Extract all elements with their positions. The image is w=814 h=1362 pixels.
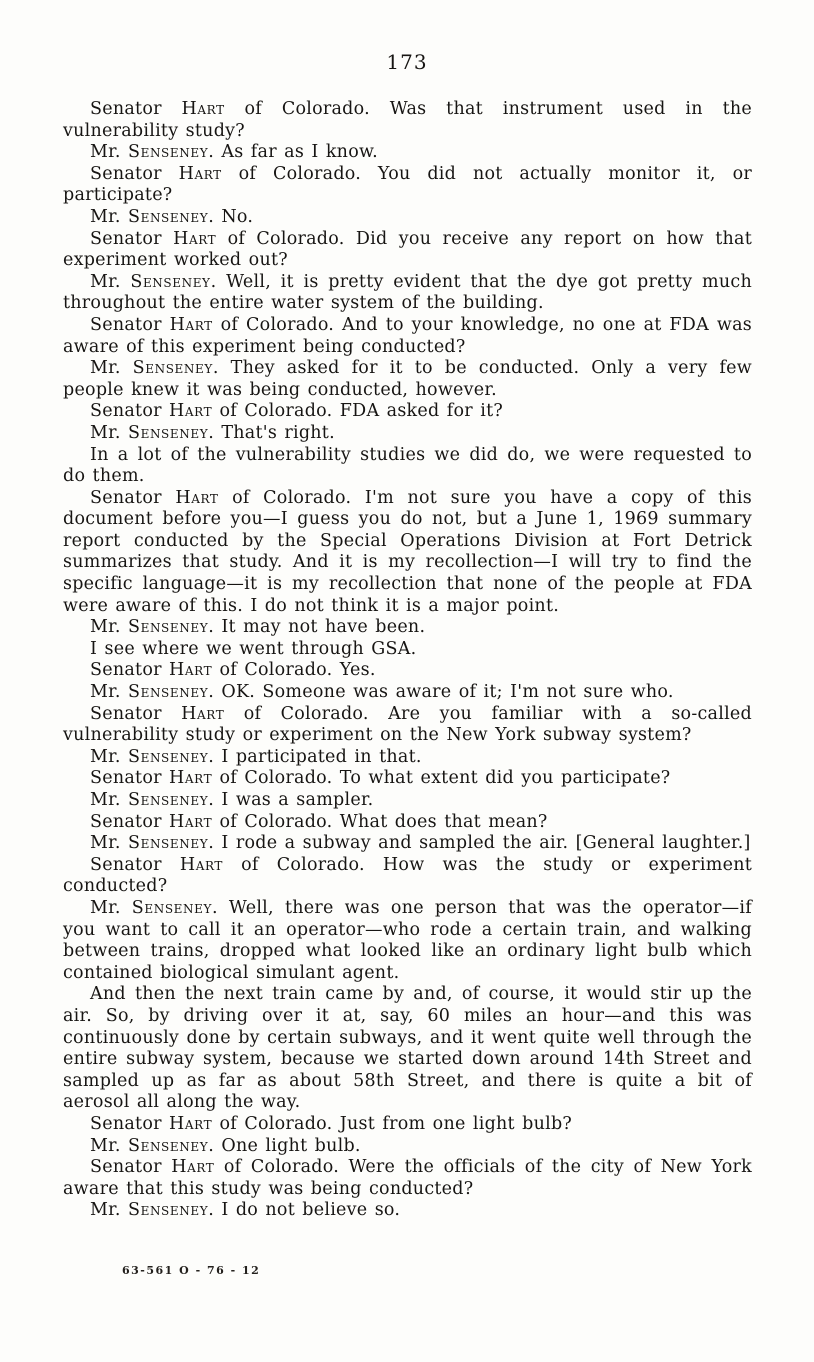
speaker-name: Hart <box>181 99 225 119</box>
transcript-paragraph: Mr. Senseney. As far as I know. <box>90 142 378 163</box>
speaker-name: Senseney <box>132 358 213 379</box>
speaker-name: Hart <box>169 401 213 422</box>
speaker-name: Hart <box>173 228 217 249</box>
speaker-name: Senseney <box>128 682 209 703</box>
transcript-paragraph: Mr. Senseney. I rode a subway and sampled the air. [General laughter.] <box>90 833 751 854</box>
transcript-paragraph: Senator Hart of Colorado. I'm not sure you have a copy of this document before you—I guess you do not, but a June 1, 1969 summary report conducted by the Special Operations Division at Fort Detrick summarizes that study. And it is my recollection—I will try to find the specific language—it is my recollection that none of the people at FDA were aware of this. I do not think it is a major point. <box>63 487 753 616</box>
speaker-name: Senseney <box>131 897 212 918</box>
transcript-paragraph: Senator Hart of Colorado. What does that mean? <box>90 811 548 832</box>
transcript-body <box>63 99 752 1222</box>
speaker-name: Senseney <box>128 833 209 854</box>
speaker-name: Senseney <box>128 746 209 767</box>
transcript-paragraph: Senator Hart of Colorado. FDA asked for it? <box>90 401 503 422</box>
transcript-paragraph: Mr. Senseney. No. <box>90 206 254 227</box>
speaker-name: Senseney <box>130 271 211 292</box>
transcript-paragraph: Senator Hart of Colorado. Did you receive any report on how that experiment worked out? <box>63 228 753 271</box>
transcript-paragraph: Senator Hart of Colorado. To what extent did you participate? <box>90 768 671 789</box>
speaker-name: Senseney <box>128 206 209 227</box>
speaker-name: Hart <box>169 1113 213 1134</box>
speaker-name: Senseney <box>128 422 209 443</box>
transcript-paragraph: Mr. Senseney. I was a sampler. <box>90 790 374 810</box>
speaker-name: Hart <box>178 163 222 184</box>
transcript-paragraph: Mr. Senseney. That's right. <box>90 422 335 443</box>
transcript-paragraph: I see where we went through GSA. <box>90 638 417 659</box>
transcript-paragraph: In a lot of the vulnerability studies we did do, we were requested to do them. <box>63 444 752 487</box>
transcript-paragraph: Mr. Senseney. Well, there was one person that was the operator—if you want to call it an operator—who rode a certain train, and walking between trains, dropped what looked like an ordinary light bulb which contained biological simulant agent. <box>63 897 752 983</box>
transcript-paragraph: Mr. Senseney. One light bulb. <box>90 1135 361 1156</box>
transcript-paragraph: And then the next train came by and, of course, it would stir up the air. So, by driving over it at, say, 60 miles an hour—and this was continuously done by certain subways, and it went quite well through the entire subway system, because we started down around 14th Street and sampled up as far as about 58th Street, and there is quite a bit of aerosol all along the way. <box>63 984 752 1113</box>
transcript-paragraph: Senator Hart of Colorado. How was the study or experiment conducted? <box>63 854 753 897</box>
transcript-paragraph: Senator Hart of Colorado. Just from one light bulb? <box>90 1113 573 1134</box>
transcript-paragraph: Mr. Senseney. I do not believe so. <box>90 1200 401 1221</box>
speaker-name: Senseney <box>128 1135 209 1156</box>
speaker-name: Senseney <box>128 142 209 163</box>
speaker-name: Hart <box>171 1157 215 1178</box>
transcript-paragraph: Mr. Senseney. Well, it is pretty evident that the dye got pretty much throughout the entire water system of the building. <box>63 271 752 314</box>
transcript-paragraph: Senator Hart of Colorado. You did not actually monitor it, or participate? <box>63 163 752 206</box>
speaker-name: Hart <box>169 768 213 789</box>
transcript-paragraph: Mr. Senseney. It may not have been. <box>90 617 426 638</box>
speaker-name: Senseney <box>128 1200 209 1221</box>
speaker-name: Hart <box>179 854 223 875</box>
speaker-name: Senseney <box>128 790 209 810</box>
transcript-paragraph: Senator Hart of Colorado. Yes. <box>90 660 376 681</box>
speaker-name: Hart <box>175 487 219 508</box>
speaker-name: Hart <box>169 660 213 681</box>
transcript-paragraph: Senator Hart of Colorado. And to your knowledge, no one at FDA was aware of this experiment being conducted? <box>63 314 752 357</box>
transcript-paragraph: Senator Hart of Colorado. Are you familiar with a so-called vulnerability study or experiment on the New York subway system? <box>63 703 752 746</box>
page-number: 173 <box>386 50 428 74</box>
print-code: 63-561 O - 76 - 12 <box>122 1264 261 1277</box>
speaker-name: Hart <box>169 811 213 832</box>
transcript-paragraph: Mr. Senseney. OK. Someone was aware of it; I'm not sure who. <box>90 682 674 703</box>
transcript-paragraph: Senator Hart of Colorado. Was that instrument used in the vulnerability study? <box>63 99 752 141</box>
speaker-name: Hart <box>169 314 213 335</box>
transcript-paragraph: Mr. Senseney. They asked for it to be conducted. Only a very few people knew it was being conducted, however. <box>63 358 752 400</box>
transcript-paragraph: Mr. Senseney. I participated in that. <box>90 746 422 767</box>
speaker-name: Senseney <box>128 617 209 638</box>
transcript-paragraph: Senator Hart of Colorado. Were the officials of the city of New York aware that this study was being conducted? <box>63 1157 752 1199</box>
speaker-name: Hart <box>181 703 225 724</box>
